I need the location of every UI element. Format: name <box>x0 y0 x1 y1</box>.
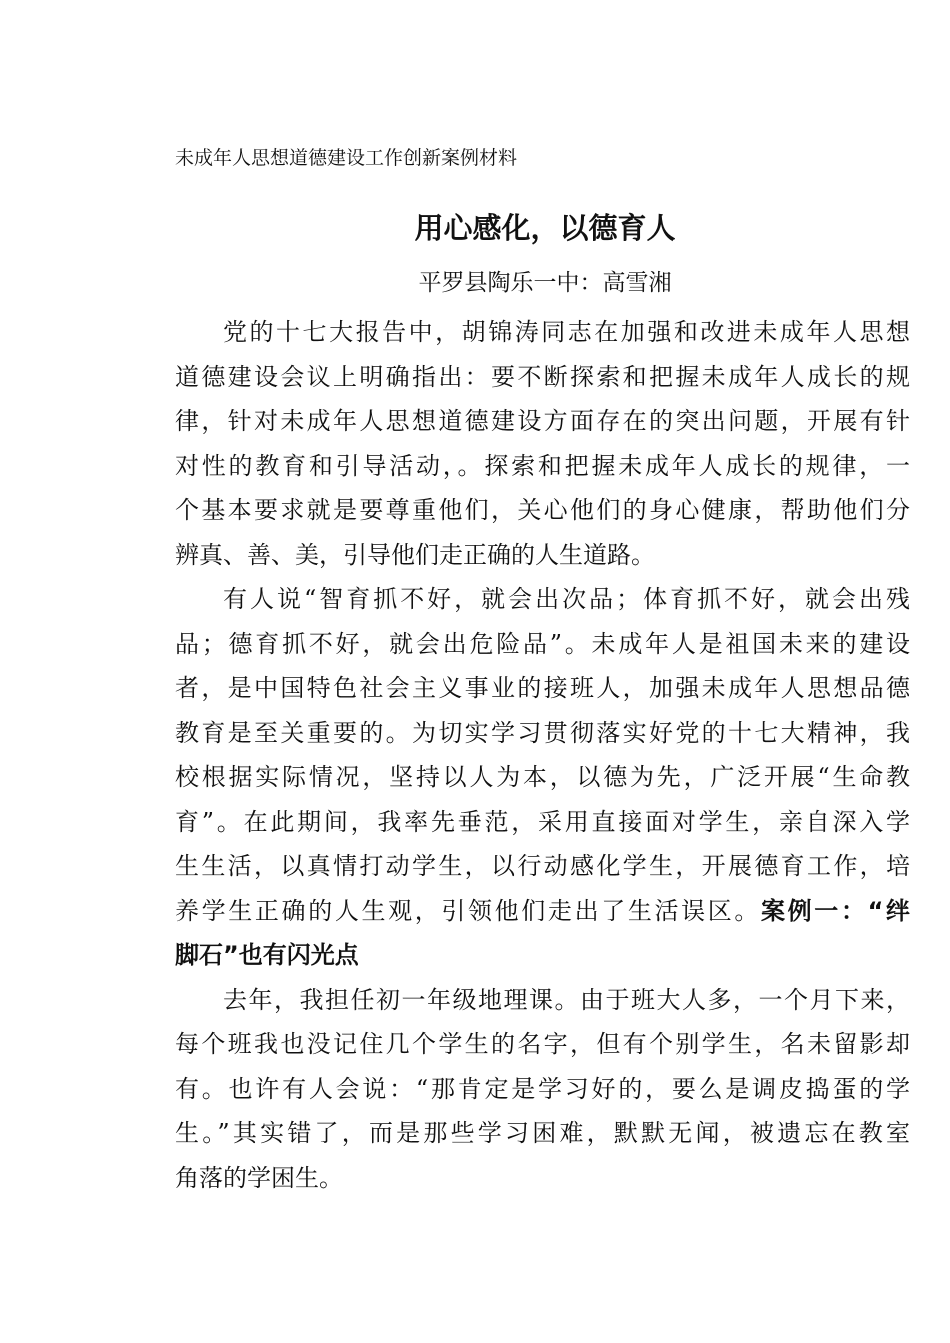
paragraph-line: 角落的学困生。 <box>175 1163 343 1192</box>
paragraph-line: 对性的教育和引导活动，。探索和把握未成年人成长的规律，一 <box>175 451 910 480</box>
paragraph-line: 校根据实际情况，坚持以人为本，以德为先，广泛开展“生命教 <box>175 763 910 791</box>
case-heading-part2: 脚石”也有闪光点 <box>175 941 359 969</box>
paragraph-line: 有。也许有人会说：“那肯定是学习好的，要么是调皮捣蛋的学 <box>175 1074 910 1103</box>
author-line: 平罗县陶乐一中：高雪湘 <box>418 270 672 296</box>
paragraph-line: 道德建设会议上明确指出：要不断探索和把握未成年人成长的规 <box>175 362 910 391</box>
paragraph-line-mixed <box>175 889 910 934</box>
paragraph-line: 个基本要求就是要尊重他们，关心他们的身心健康，帮助他们分 <box>175 496 910 524</box>
paragraph-line: 教育是至关重要的。为切实学习贯彻落实好党的十七大精神，我 <box>175 718 910 747</box>
paragraph-text: 养学生正确的人生观，引领他们走出了生活误区。 <box>175 896 762 925</box>
paragraph-line: 生。”其实错了，而是那些学习困难，默默无闻，被遗忘在教室 <box>175 1119 910 1147</box>
document-header: 未成年人思想道德建设工作创新案例材料 <box>175 147 518 169</box>
case-heading-part1: 案例一：“绊 <box>761 896 910 925</box>
page-title: 用心感化，以德育人 <box>414 211 676 245</box>
paragraph-line: 党的十七大报告中，胡锦涛同志在加强和改进未成年人思想 <box>223 318 910 346</box>
paragraph-line: 每个班我也没记住几个学生的名字，但有个别学生，名未留影却 <box>175 1030 910 1058</box>
paragraph-line: 有人说“智育抓不好，就会出次品；体育抓不好，就会出残 <box>223 585 910 613</box>
paragraph-line: 去年，我担任初一年级地理课。由于班大人多，一个月下来， <box>223 985 910 1014</box>
paragraph-line: 生生活，以真情打动学生，以行动感化学生，开展德育工作，培 <box>175 852 910 880</box>
paragraph-line: 品；德育抓不好，就会出危险品”。未成年人是祖国未来的建设 <box>175 629 910 658</box>
paragraph-line: 辨真、善、美，引导他们走正确的人生道路。 <box>175 540 655 569</box>
paragraph-line: 律，针对未成年人思想道德建设方面存在的突出问题，开展有针 <box>175 407 910 435</box>
paragraph-line: 育”。在此期间，我率先垂范，采用直接面对学生，亲自深入学 <box>175 807 910 836</box>
article-body <box>175 310 910 1200</box>
paragraph-line: 者，是中国特色社会主义事业的接班人，加强未成年人思想品德 <box>175 674 910 702</box>
